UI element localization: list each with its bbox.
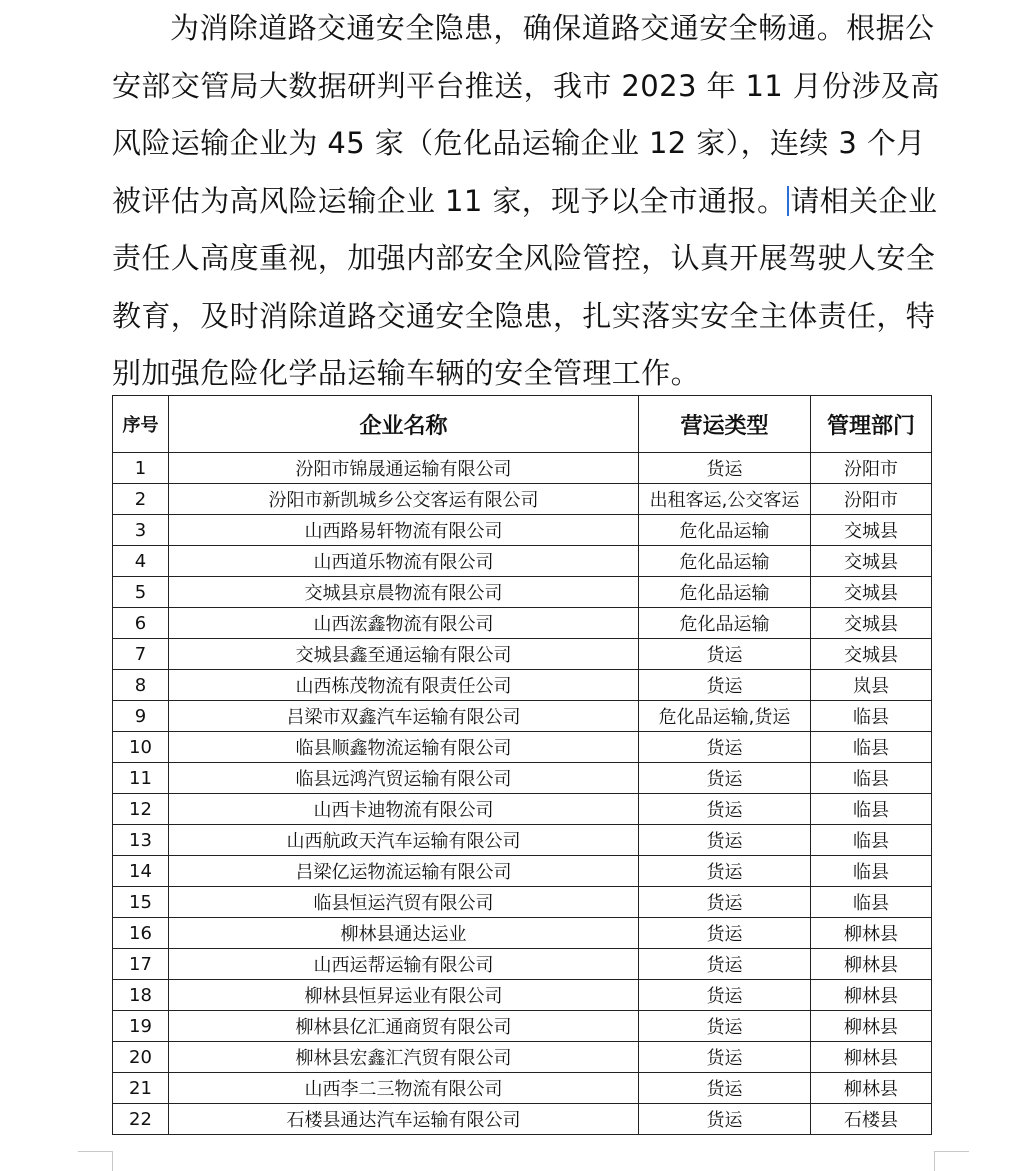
cell-department: 柳林县: [811, 1011, 932, 1042]
cell-company-name: 柳林县亿汇通商贸有限公司: [169, 1011, 639, 1042]
table-row: [113, 918, 932, 949]
cell-company-name: 临县顺鑫物流运输有限公司: [169, 732, 639, 763]
cell-company-name: 山西栋茂物流有限责任公司: [169, 670, 639, 701]
cell-index: 20: [113, 1042, 169, 1073]
page-corner-mark-right: [934, 1151, 969, 1171]
cell-operation-type: 货运: [639, 794, 811, 825]
table-row: [113, 701, 932, 732]
table-row: [113, 732, 932, 763]
cell-operation-type: 危化品运输: [639, 608, 811, 639]
cell-index: 4: [113, 546, 169, 577]
cell-operation-type: 货运: [639, 670, 811, 701]
table-row: [113, 453, 932, 484]
paragraph-line-with-cursor[interactable]: [112, 173, 938, 231]
cell-operation-type: 危化品运输: [639, 577, 811, 608]
cell-operation-type: 危化品运输: [639, 515, 811, 546]
cell-department: 柳林县: [811, 1042, 932, 1073]
cell-company-name: 山西运帮运输有限公司: [169, 949, 639, 980]
cell-company-name: 交城县鑫至通运输有限公司: [169, 639, 639, 670]
cell-department: 柳林县: [811, 949, 932, 980]
header-company-name: 企业名称: [169, 396, 639, 453]
cell-operation-type: 货运: [639, 763, 811, 794]
enterprise-table: [112, 395, 932, 1135]
paragraph-line: 安部交管局大数据研判平台推送，我市 2023 年 11 月份涉及高: [112, 68, 940, 103]
table-row: [113, 670, 932, 701]
cell-company-name: 汾阳市锦晟通运输有限公司: [169, 453, 639, 484]
cell-department: 交城县: [811, 639, 932, 670]
paragraph-line: 风险运输企业为 45 家（危化品运输企业 12 家），连续 3 个月: [112, 126, 926, 160]
table-row: [113, 546, 932, 577]
cell-operation-type: 货运: [639, 453, 811, 484]
table-header-row: [113, 396, 932, 453]
table-row: [113, 856, 932, 887]
cell-operation-type: 货运: [639, 1042, 811, 1073]
table-row: [113, 763, 932, 794]
cell-department: 汾阳市: [811, 453, 932, 484]
cell-company-name: 柳林县宏鑫汇汽贸有限公司: [169, 1042, 639, 1073]
cell-operation-type: 货运: [639, 1104, 811, 1135]
cell-index: 13: [113, 825, 169, 856]
cell-index: 5: [113, 577, 169, 608]
cell-operation-type: 货运: [639, 949, 811, 980]
header-department: 管理部门: [811, 396, 932, 453]
cell-operation-type: 货运: [639, 980, 811, 1011]
table-row: [113, 1104, 932, 1135]
table-row: [113, 794, 932, 825]
cell-department: 交城县: [811, 577, 932, 608]
cell-company-name: 山西路易轩物流有限公司: [169, 515, 639, 546]
paragraph-text: 被评估为高风险运输企业 11 家，现予以全市通报。: [112, 183, 787, 218]
cell-index: 19: [113, 1011, 169, 1042]
table-row: [113, 515, 932, 546]
cell-company-name: 山西李二三物流有限公司: [169, 1073, 639, 1104]
paragraph-line: 责任人高度重视，加强内部安全风险管控，认真开展驾驶人安全: [112, 241, 936, 275]
paragraph-line: 别加强危险化学品运输车辆的安全管理工作。: [112, 356, 701, 390]
cell-company-name: 山西道乐物流有限公司: [169, 546, 639, 577]
cell-operation-type: 货运: [639, 639, 811, 670]
cell-company-name: 柳林县恒昇运业有限公司: [169, 980, 639, 1011]
cell-operation-type: 货运: [639, 732, 811, 763]
table-row: [113, 949, 932, 980]
table-row: [113, 980, 932, 1011]
paragraph-text: 请相关企业: [790, 183, 938, 218]
paragraph-line: 为消除道路交通安全隐患，确保道路交通安全畅通。根据公: [170, 11, 935, 45]
cell-department: 临县: [811, 701, 932, 732]
table-body: [113, 453, 932, 1135]
cell-department: 柳林县: [811, 918, 932, 949]
cell-department: 交城县: [811, 608, 932, 639]
cell-department: 临县: [811, 825, 932, 856]
cell-company-name: 临县恒运汽贸有限公司: [169, 887, 639, 918]
cell-index: 18: [113, 980, 169, 1011]
table-row: [113, 825, 932, 856]
cell-index: 11: [113, 763, 169, 794]
notice-paragraph: [112, 0, 940, 403]
cell-index: 22: [113, 1104, 169, 1135]
cell-company-name: 汾阳市新凯城乡公交客运有限公司: [169, 484, 639, 515]
cell-operation-type: 货运: [639, 1073, 811, 1104]
cell-operation-type: 货运: [639, 856, 811, 887]
cell-index: 10: [113, 732, 169, 763]
table-row: [113, 608, 932, 639]
cell-operation-type: 货运: [639, 887, 811, 918]
cell-index: 8: [113, 670, 169, 701]
table-row: [113, 887, 932, 918]
cell-index: 3: [113, 515, 169, 546]
cell-company-name: 交城县京晨物流有限公司: [169, 577, 639, 608]
cell-department: 交城县: [811, 546, 932, 577]
cell-company-name: 临县远鸿汽贸运输有限公司: [169, 763, 639, 794]
cell-company-name: 石楼县通达汽车运输有限公司: [169, 1104, 639, 1135]
cell-index: 6: [113, 608, 169, 639]
cell-company-name: 山西卡迪物流有限公司: [169, 794, 639, 825]
cell-index: 1: [113, 453, 169, 484]
table-row: [113, 484, 932, 515]
page-corner-mark-left: [78, 1151, 113, 1171]
cell-company-name: 吕梁市双鑫汽车运输有限公司: [169, 701, 639, 732]
cell-index: 7: [113, 639, 169, 670]
table-row: [113, 639, 932, 670]
cell-department: 临县: [811, 856, 932, 887]
cell-index: 14: [113, 856, 169, 887]
cell-department: 柳林县: [811, 980, 932, 1011]
cell-index: 15: [113, 887, 169, 918]
paragraph-line: 教育，及时消除道路交通安全隐患，扎实落实安全主体责任，特: [112, 298, 936, 333]
cell-department: 岚县: [811, 670, 932, 701]
cell-department: 汾阳市: [811, 484, 932, 515]
cell-department: 交城县: [811, 515, 932, 546]
header-operation-type: 营运类型: [639, 396, 811, 453]
cell-operation-type: 危化品运输: [639, 546, 811, 577]
cell-index: 21: [113, 1073, 169, 1104]
cell-company-name: 柳林县通达运业: [169, 918, 639, 949]
cell-index: 2: [113, 484, 169, 515]
cell-index: 16: [113, 918, 169, 949]
table-row: [113, 577, 932, 608]
cell-company-name: 山西浤鑫物流有限公司: [169, 608, 639, 639]
cell-operation-type: 出租客运,公交客运: [639, 484, 811, 515]
cell-department: 临县: [811, 732, 932, 763]
cell-operation-type: 货运: [639, 1011, 811, 1042]
cell-department: 石楼县: [811, 1104, 932, 1135]
cell-index: 9: [113, 701, 169, 732]
table-row: [113, 1042, 932, 1073]
cell-index: 17: [113, 949, 169, 980]
table-row: [113, 1073, 932, 1104]
cell-department: 柳林县: [811, 1073, 932, 1104]
cell-index: 12: [113, 794, 169, 825]
cell-company-name: 山西航政天汽车运输有限公司: [169, 825, 639, 856]
cell-department: 临县: [811, 887, 932, 918]
cell-company-name: 吕梁亿运物流运输有限公司: [169, 856, 639, 887]
cell-operation-type: 危化品运输,货运: [639, 701, 811, 732]
cell-operation-type: 货运: [639, 825, 811, 856]
cell-department: 临县: [811, 794, 932, 825]
cell-operation-type: 货运: [639, 918, 811, 949]
table-row: [113, 1011, 932, 1042]
header-index: 序号: [113, 396, 169, 453]
cell-department: 临县: [811, 763, 932, 794]
